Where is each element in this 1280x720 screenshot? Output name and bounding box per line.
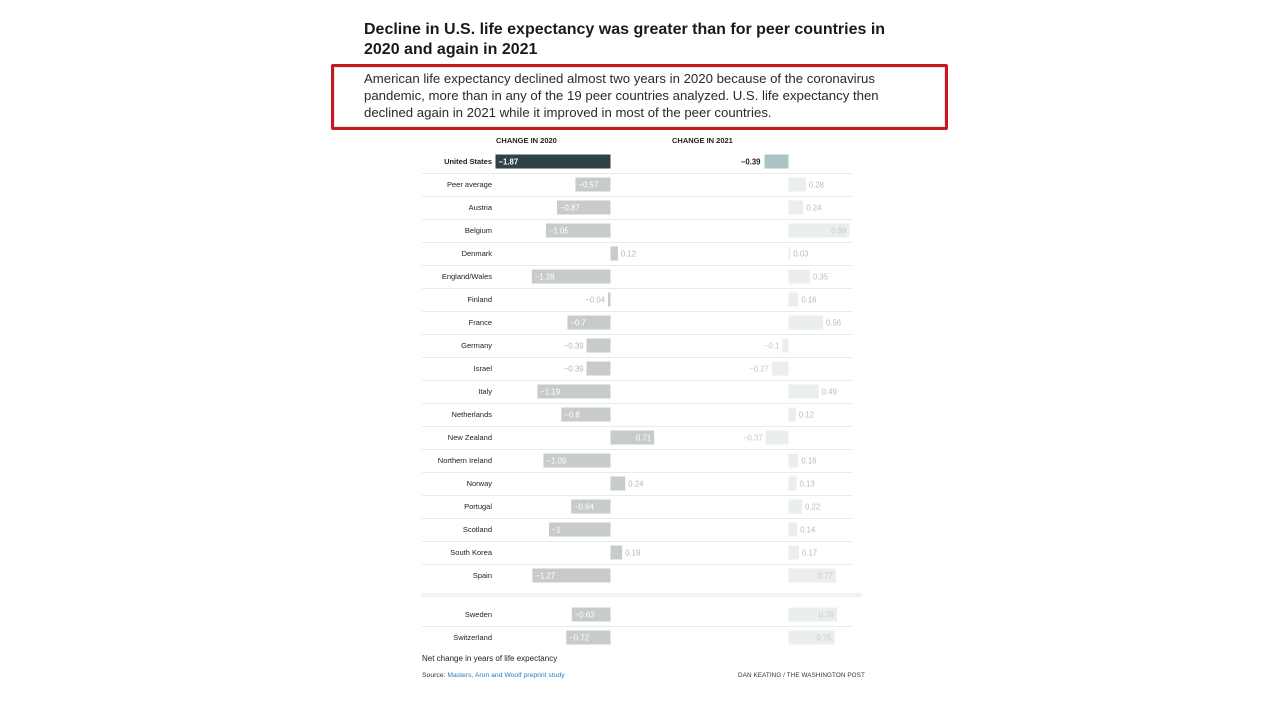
country-label: Netherlands: [451, 410, 492, 419]
data-label-2020: −0.39: [563, 341, 584, 351]
data-label-2021: 0.12: [798, 410, 815, 420]
data-label-2021: 0.14: [800, 525, 816, 535]
data-label-2021: 0.22: [805, 502, 821, 512]
bar-2021: [789, 385, 819, 399]
bar-2021: [789, 523, 798, 537]
data-label-2020: −0.7: [570, 318, 586, 328]
bar-2020: [611, 247, 618, 261]
bar-2021: [772, 362, 789, 376]
data-label-2020: −1.19: [540, 387, 561, 397]
bar-2021: [789, 546, 799, 560]
country-label: New Zealand: [447, 433, 492, 442]
country-label: Austria: [468, 203, 492, 212]
source-link[interactable]: Masters, Aron and Woolf preprint study: [447, 672, 565, 679]
bar-2021: [789, 270, 811, 284]
bar-2021: [789, 178, 806, 192]
source-prefix: Source:: [422, 672, 448, 679]
series-header-2020: CHANGE IN 2020: [496, 136, 557, 145]
data-label-2020: −0.72: [569, 633, 589, 643]
data-label-2021: 0.17: [801, 548, 818, 558]
country-label: Belgium: [464, 226, 492, 235]
data-label-2021: −0.27: [749, 364, 769, 374]
data-label-2021: 0.24: [806, 203, 822, 213]
data-label-2021: 0.56: [825, 318, 842, 328]
country-label: Norway: [466, 479, 492, 488]
data-label-2020: −1: [552, 525, 561, 535]
data-label-2020: −1.05: [548, 226, 569, 236]
data-label-2021: 0.16: [801, 295, 817, 305]
bar-2021: [789, 454, 799, 468]
data-label-2020: −1.28: [534, 272, 555, 282]
country-label: Peer average: [446, 180, 492, 189]
data-label-2020: −1.09: [546, 456, 567, 466]
country-label: Northern Ireland: [437, 456, 492, 465]
chart-title: Decline in U.S. life expectancy was greater than for peer countries in 2020 and again in 2021: [364, 21, 886, 58]
data-label-2021: 0.35: [813, 272, 829, 282]
data-label-2020: −0.63: [574, 610, 595, 620]
country-label: Germany: [461, 341, 492, 350]
data-label-2021: −0.1: [763, 341, 780, 351]
bar-2020: [611, 546, 623, 560]
data-label-2020: 0.12: [620, 249, 637, 259]
credit-line: DAN KEATING / THE WASHINGTON POST: [738, 672, 865, 679]
bar-2021: [782, 339, 788, 353]
country-label: Switzerland: [453, 633, 492, 642]
country-label: Denmark: [461, 249, 492, 258]
data-label-2021: 0.13: [799, 479, 815, 489]
data-label-2021: 0.03: [793, 249, 809, 259]
data-label-2021: 0.49: [821, 387, 837, 397]
data-label-2021: 0.77: [817, 571, 833, 581]
chart-subtitle: American life expectancy declined almost two years in 2020 because of the coronavirus pandemic, more than in any of the 19 peer countries analyzed. U.S. life expectancy then declined again in 2021 while it improved in most of the peer countries.: [364, 71, 879, 120]
bar-2021: [789, 500, 803, 514]
country-label: Spain: [472, 571, 492, 580]
country-label: South Korea: [450, 548, 492, 557]
data-label-2021: 0.79: [818, 610, 835, 620]
data-label-2021: 0.99: [831, 226, 847, 236]
section-separator: [422, 593, 862, 597]
bar-2020: [611, 477, 626, 491]
data-label-2021: 0.75: [816, 633, 832, 643]
bar-2021: [765, 155, 789, 169]
country-label: Portugal: [464, 502, 492, 511]
country-label: Scotland: [462, 525, 492, 534]
bar-2020: [587, 339, 611, 353]
bar-2021: [766, 431, 789, 445]
bar-2020: [608, 293, 610, 307]
country-label: Italy: [478, 387, 492, 396]
chart-note: Net change in years of life expectancy: [422, 654, 558, 663]
country-label-us: United States: [444, 157, 492, 166]
country-label: Sweden: [464, 610, 492, 619]
bar-2021: [789, 201, 804, 215]
data-label-2021: 0.28: [808, 180, 824, 190]
country-label: Israel: [473, 364, 492, 373]
bar-2020: [587, 362, 611, 376]
country-label: France: [468, 318, 492, 327]
data-label-2020: −0.8: [564, 410, 580, 420]
data-label-2020: −1.87: [498, 157, 519, 167]
data-label-2020: 0.19: [625, 548, 641, 558]
bar-2021: [789, 316, 823, 330]
data-label-2021: −0.37: [743, 433, 763, 443]
source-line: [422, 672, 565, 679]
data-label-2020: −0.57: [578, 180, 599, 190]
data-label-2020: 0.24: [628, 479, 644, 489]
data-label-2020: 0.71: [635, 433, 652, 443]
data-label-2021: 0.16: [801, 456, 817, 466]
data-label-2020: −0.04: [585, 295, 606, 305]
data-label-2020: −0.87: [559, 203, 580, 213]
bar-2021: [789, 247, 791, 261]
data-label-2021: −0.39: [740, 157, 761, 167]
bar-2021: [789, 293, 799, 307]
bar-2021: [789, 477, 797, 491]
country-label: Finland: [467, 295, 492, 304]
series-header-2021: CHANGE IN 2021: [672, 136, 733, 145]
data-label-2020: −0.39: [563, 364, 584, 374]
data-label-2020: −0.64: [574, 502, 594, 512]
country-label: England/Wales: [441, 272, 492, 281]
data-label-2020: −1.27: [535, 571, 556, 581]
bar-2021: [789, 408, 796, 422]
